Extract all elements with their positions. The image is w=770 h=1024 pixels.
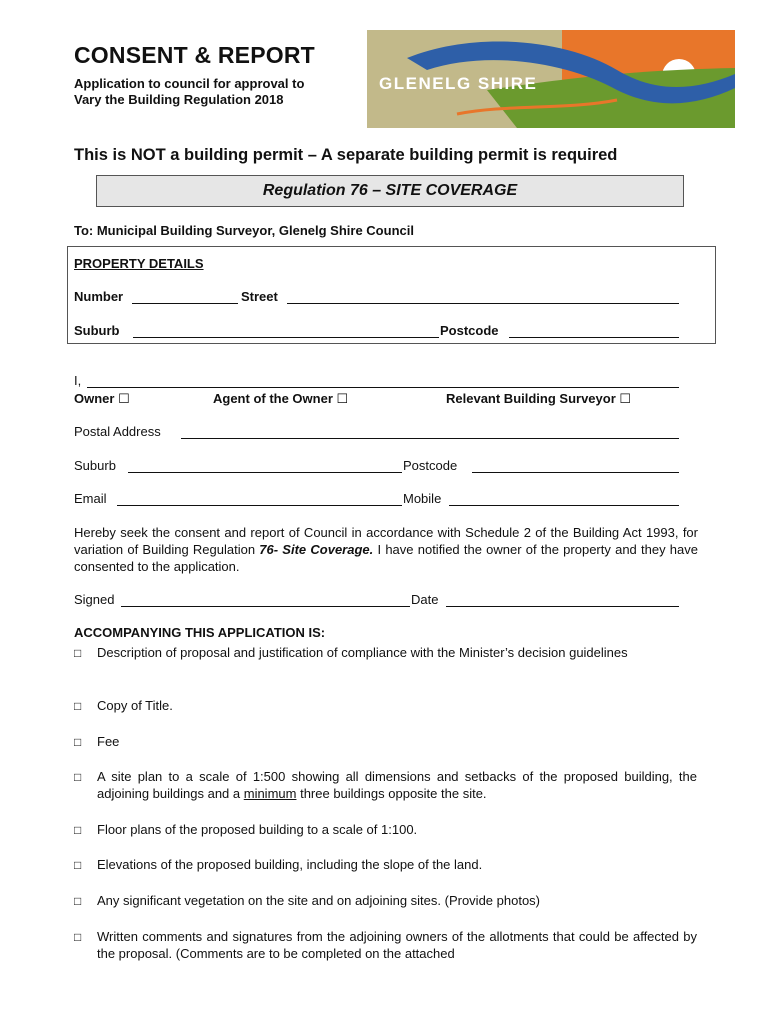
postal-address-field[interactable] xyxy=(181,438,679,439)
item-checkbox-3[interactable]: □ xyxy=(74,735,82,749)
item-checkbox-5[interactable]: □ xyxy=(74,823,82,837)
owner-option[interactable] xyxy=(74,391,130,407)
date-label: Date xyxy=(411,592,439,607)
surveyor-checkbox[interactable]: ☐ xyxy=(619,391,632,406)
item-text-6: Elevations of the proposed building, including the slope of the land. xyxy=(97,857,483,872)
form-subtitle xyxy=(74,76,364,108)
item-4-text-tail: three buildings opposite the site. xyxy=(296,786,487,801)
signature-field[interactable] xyxy=(121,606,410,607)
item-checkbox-2[interactable]: □ xyxy=(74,699,82,713)
postal-address-label: Postal Address xyxy=(74,424,161,439)
property-suburb-label: Suburb xyxy=(74,323,120,338)
mobile-label: Mobile xyxy=(403,491,442,506)
accompanying-heading: ACCOMPANYING THIS APPLICATION IS: xyxy=(74,625,326,640)
item-checkbox-7[interactable]: □ xyxy=(74,894,82,908)
item-4-text-start: A site plan to a scale of 1:500 showing all dimensions and setbacks of the proposed building, the adjoining buildings and a xyxy=(97,769,697,801)
street-label: Street xyxy=(241,289,278,304)
surveyor-option[interactable] xyxy=(446,391,631,407)
to-line: To: Municipal Building Surveyor, Glenelg Shire Council xyxy=(74,223,414,238)
email-field[interactable] xyxy=(117,505,402,506)
number-field[interactable] xyxy=(132,303,238,304)
i-label: I, xyxy=(74,373,82,388)
property-postcode-field[interactable] xyxy=(509,337,679,338)
not-permit-notice: This is NOT a building permit – A separate building permit is required xyxy=(74,146,618,164)
applicant-postcode-field[interactable] xyxy=(472,472,679,473)
item-4-underlined: minimum xyxy=(243,786,297,801)
regulation-banner: Regulation 76 – SITE COVERAGE xyxy=(96,175,684,207)
signed-label: Signed xyxy=(74,592,115,607)
applicant-suburb-label: Suburb xyxy=(74,458,116,473)
form-title: CONSENT & REPORT xyxy=(74,42,315,68)
email-label: Email xyxy=(74,491,107,506)
glenelg-shire-logo xyxy=(367,30,735,128)
item-text-3: Fee xyxy=(97,734,120,749)
item-checkbox-4[interactable]: □ xyxy=(74,770,82,784)
mobile-field[interactable] xyxy=(449,505,679,506)
property-postcode-label: Postcode xyxy=(440,323,499,338)
item-text-7: Any significant vegetation on the site and on adjoining sites. (Provide photos) xyxy=(97,893,540,908)
applicant-postcode-label: Postcode xyxy=(403,458,458,473)
declaration-emphasis: 76- Site Coverage. xyxy=(259,542,374,557)
property-details-heading: PROPERTY DETAILS xyxy=(74,256,204,271)
item-text-8: Written comments and signatures from the adjoining owners of the allotments that could be affected by the proposal. (Comments are to be completed on the attached xyxy=(97,929,697,961)
item-checkbox-8[interactable]: □ xyxy=(74,930,82,944)
street-field[interactable] xyxy=(287,303,679,304)
declaration-text-after: I have notified the owner of the property and they have consented to the application. xyxy=(74,542,698,574)
agent-option[interactable] xyxy=(213,391,348,407)
item-checkbox-1[interactable]: □ xyxy=(74,646,82,660)
item-text-2: Copy of Title. xyxy=(97,698,173,713)
agent-label: Agent of the Owner xyxy=(213,391,333,406)
declaration-paragraph xyxy=(74,524,698,575)
item-checkbox-6[interactable]: □ xyxy=(74,858,82,872)
date-field[interactable] xyxy=(446,606,679,607)
subtitle-line-1: Application to council for approval to xyxy=(74,76,305,91)
subtitle-line-2: Vary the Building Regulation 2018 xyxy=(74,92,284,107)
logo-text: GLENELG SHIRE xyxy=(379,74,538,93)
owner-label: Owner xyxy=(74,391,115,406)
surveyor-label: Relevant Building Surveyor xyxy=(446,391,616,406)
item-text-5: Floor plans of the proposed building to a scale of 1:100. xyxy=(97,822,418,837)
applicant-name-field[interactable] xyxy=(87,387,679,388)
agent-checkbox[interactable]: ☐ xyxy=(336,391,349,406)
property-suburb-field[interactable] xyxy=(133,337,439,338)
owner-checkbox[interactable]: ☐ xyxy=(118,391,130,406)
item-text-4 xyxy=(97,768,697,802)
item-text-1: Description of proposal and justification of compliance with the Minister’s decision guidelines xyxy=(97,645,628,660)
number-label: Number xyxy=(74,289,124,304)
declaration-text-before: Hereby seek the consent and report of Council in accordance with Schedule 2 of the Building Act 1993, for variation of Building Regulation xyxy=(74,525,698,557)
logo-graphic xyxy=(367,30,735,128)
applicant-suburb-field[interactable] xyxy=(128,472,402,473)
